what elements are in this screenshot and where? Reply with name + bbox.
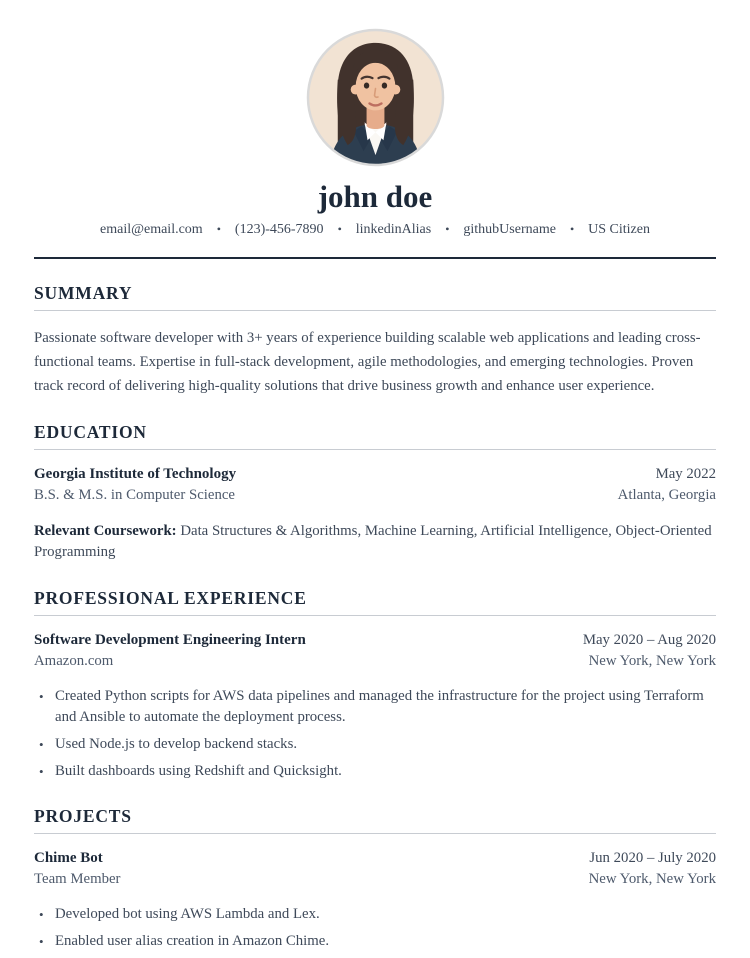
project-role: Team Member: [34, 870, 121, 887]
experience-bullet: • Used Node.js to develop backend stacks.: [34, 734, 716, 755]
contact-separator-dot: •: [337, 222, 342, 237]
contact-line: [34, 222, 716, 238]
contact-item: (123)-456-7890: [234, 221, 324, 237]
coursework-line: [34, 521, 716, 564]
company-name: Amazon.com: [34, 652, 114, 669]
experience-bullet: • Built dashboards using Redshift and Quicksight.: [34, 761, 716, 782]
education-title: EDUCATION: [34, 421, 147, 442]
experience-bullet: • Created Python scripts for AWS data pipelines and managed the infrastructure for the project using Terraform and Ansible to automate the deployment process.: [34, 686, 716, 728]
experience-date: May 2020 – Aug 2020: [582, 631, 716, 648]
coursework-label: Relevant Coursework:: [34, 522, 177, 539]
project-entry-header: [34, 848, 716, 869]
avatar-face: [355, 63, 395, 111]
contact-item: US Citizen: [588, 221, 650, 237]
education-entry-header: [34, 464, 716, 485]
project-name: Chime Bot: [34, 849, 103, 866]
avatar-eye-right: [381, 83, 386, 89]
section-summary: [34, 283, 716, 398]
contact-item: githubUsername: [463, 221, 556, 237]
degree: B.S. & M.S. in Computer Science: [34, 486, 235, 503]
education-entry-subheader: [34, 485, 716, 506]
project-entry-subheader: [34, 869, 716, 890]
experience-bullet-list: [34, 686, 716, 782]
project-bullet: • Enabled user alias creation in Amazon Chime.: [34, 931, 716, 952]
candidate-name: john doe: [317, 179, 433, 214]
job-title: Software Development Engineering Intern: [34, 631, 306, 648]
contact-separator-dot: •: [445, 222, 450, 237]
contact-item: email@email.com: [100, 221, 203, 237]
project-bullet-list: [34, 904, 716, 952]
summary-text: Passionate software developer with 3+ years of experience building scalable web applications and leading cross-functional teams. Expertise in full-stack development, agile methodologies, and emerging technologies. Proven track record of delivering high-quality solutions that drive business growth and enhance user experience.: [34, 329, 701, 394]
summary-title-rule: [34, 310, 716, 311]
projects-title-rule: [34, 833, 716, 834]
contact-separator-dot: •: [216, 222, 221, 237]
contact-separator-dot: •: [569, 222, 575, 237]
section-education: [34, 422, 716, 564]
education-location: Atlanta, Georgia: [617, 486, 716, 503]
experience-title: PROFESSIONAL EXPERIENCE: [34, 587, 307, 608]
school-name: Georgia Institute of Technology: [34, 465, 237, 482]
summary-title: SUMMARY: [34, 282, 133, 303]
education-title-rule: [34, 449, 716, 450]
project-date: Jun 2020 – July 2020: [589, 849, 716, 866]
avatar: [306, 28, 445, 167]
education-date: May 2022: [655, 465, 716, 482]
section-experience: [34, 588, 716, 782]
contact-item: linkedinAlias: [355, 221, 432, 237]
avatar-eye-left: [363, 83, 368, 89]
coursework-list: Data Structures & Algorithms, Machine Learning, Artificial Intelligence, Object-Oriented Programming: [34, 522, 712, 561]
header-divider: [34, 257, 716, 259]
avatar-illustration: [306, 28, 445, 167]
experience-entry-header: [34, 630, 716, 651]
experience-entry-subheader: [34, 651, 716, 672]
experience-title-rule: [34, 615, 716, 616]
projects-title: PROJECTS: [34, 805, 132, 826]
resume-header: [34, 28, 716, 238]
project-bullet: • Developed bot using AWS Lambda and Lex.: [34, 904, 716, 925]
project-location: New York, New York: [588, 870, 716, 887]
section-projects: [34, 806, 716, 952]
experience-location: New York, New York: [588, 652, 716, 669]
